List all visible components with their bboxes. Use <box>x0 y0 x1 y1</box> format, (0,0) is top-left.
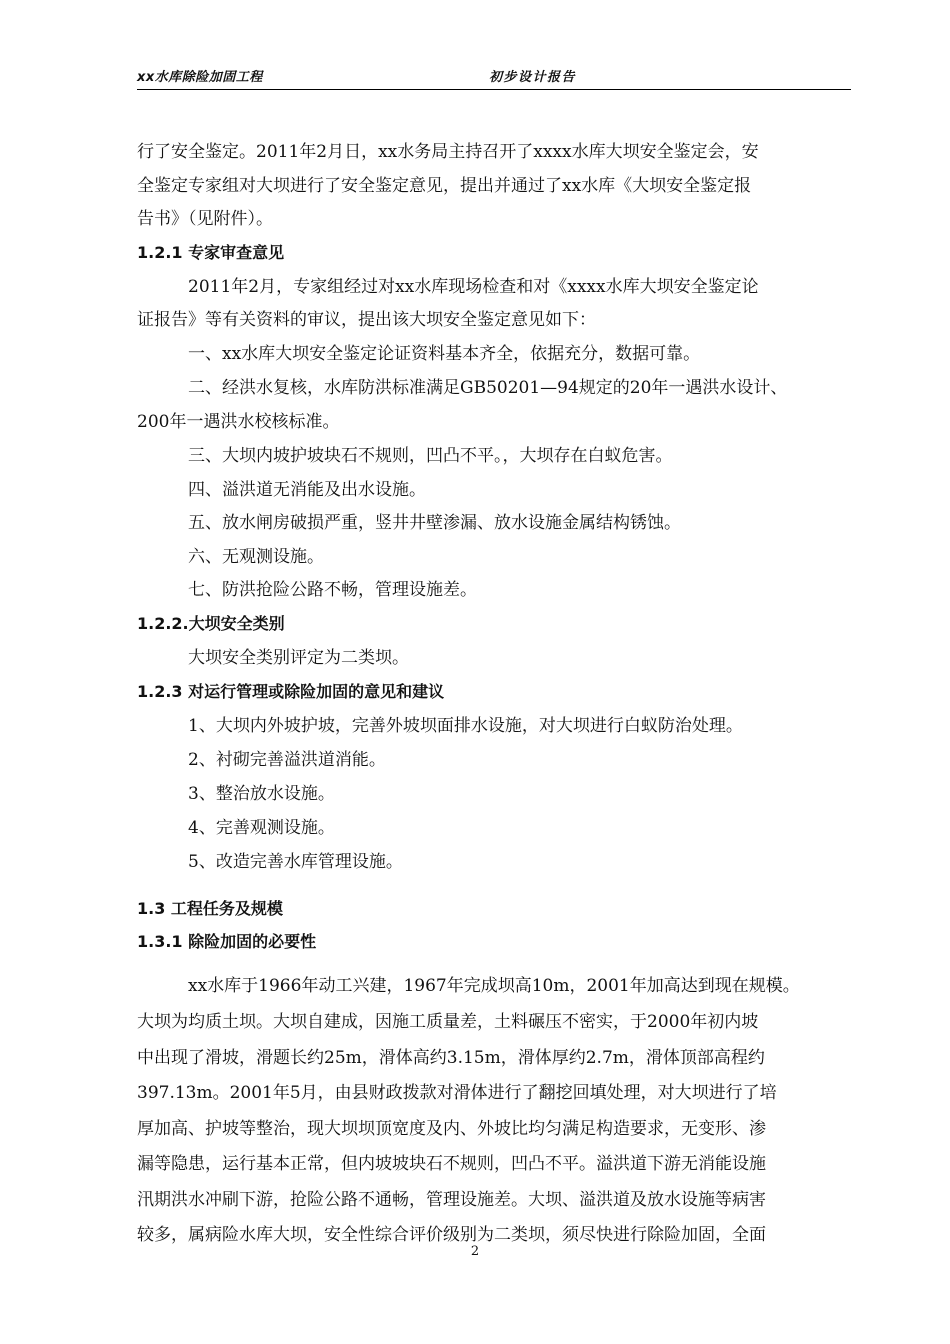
paragraph-line: 汛期洪水冲刷下游，抢险公路不通畅，管理设施差。大坝、溢洪道及放水设施等病害 <box>137 1190 766 1210</box>
section-heading-1-2-1: 1.2.1 专家审查意见 <box>137 243 285 262</box>
opinion-item: 五、放水闸房破损严重，竖井井壁渗漏、放水设施金属结构锈蚀。 <box>188 513 681 533</box>
page-header <box>137 66 851 88</box>
paragraph-line: 厚加高、护坡等整治，现大坝坝顶宽度及内、外坡比均匀满足构造要求，无变形、渗 <box>137 1119 766 1139</box>
suggestion-item: 2、衬砌完善溢洪道消能。 <box>188 750 386 770</box>
paragraph-line: 大坝为均质土坝。大坝自建成，因施工质量差，土料碾压不密实，于2000年初内坡 <box>137 1012 759 1032</box>
page-number: 2 <box>470 1244 480 1259</box>
header-rule <box>137 89 851 90</box>
paragraph-line: 较多，属病险水库大坝，安全性综合评价级别为二类坝，须尽快进行除险加固，全面 <box>137 1225 766 1245</box>
section-heading-1-3: 1.3 工程任务及规模 <box>137 899 283 918</box>
paragraph-line: 全鉴定专家组对大坝进行了安全鉴定意见，提出并通过了xx水库《大坝安全鉴定报 <box>137 176 752 196</box>
opinion-item-cont: 200年一遇洪水校核标准。 <box>137 412 340 432</box>
opinion-item: 七、防洪抢险公路不畅，管理设施差。 <box>188 580 477 600</box>
paragraph-line: 2011年2月，专家组经过对xx水库现场检查和对《xxxx水库大坝安全鉴定论 <box>188 277 759 297</box>
paragraph-line: 漏等隐患，运行基本正常，但内坡坡块石不规则，凹凸不平。溢洪道下游无消能设施 <box>137 1154 766 1174</box>
header-project-title: xx水库除险加固工程 <box>137 70 263 85</box>
paragraph-line: 397.13m。2001年5月，由县财政拨款对滑体进行了翻挖回填处理，对大坝进行了培 <box>137 1083 777 1103</box>
paragraph-line: 行了安全鉴定。2011年2月日，xx水务局主持召开了xxxx水库大坝安全鉴定会，安 <box>137 142 759 162</box>
section-heading-1-3-1: 1.3.1 除险加固的必要性 <box>137 932 317 951</box>
header-report-title: 初步设计报告 <box>489 70 577 85</box>
suggestion-item: 3、整治放水设施。 <box>188 784 335 804</box>
opinion-item: 四、溢洪道无消能及出水设施。 <box>188 480 426 500</box>
opinion-item: 六、无观测设施。 <box>188 547 324 567</box>
opinion-item: 一、xx水库大坝安全鉴定论证资料基本齐全，依据充分，数据可靠。 <box>188 344 701 364</box>
paragraph-line: 大坝安全类别评定为二类坝。 <box>188 648 409 668</box>
section-heading-1-2-3: 1.2.3 对运行管理或除险加固的意见和建议 <box>137 682 445 701</box>
paragraph-line: xx水库于1966年动工兴建，1967年完成坝高10m，2001年加高达到现在规模。 <box>188 976 800 996</box>
paragraph-line: 中出现了滑坡，滑题长约25m，滑体高约3.15m，滑体厚约2.7m，滑体顶部高程约 <box>137 1048 765 1068</box>
opinion-item: 三、大坝内坡护坡块石不规则，凹凸不平。，大坝存在白蚁危害。 <box>188 446 673 466</box>
paragraph-line: 告书》（见附件）。 <box>137 209 273 229</box>
section-heading-1-2-2: 1.2.2.大坝安全类别 <box>137 614 285 633</box>
suggestion-item: 4、完善观测设施。 <box>188 818 335 838</box>
suggestion-item: 1、大坝内外坡护坡，完善外坡坝面排水设施，对大坝进行白蚁防治处理。 <box>188 716 743 736</box>
opinion-item: 二、经洪水复核，水库防洪标准满足GB50201—94规定的20年一遇洪水设计、 <box>188 378 788 398</box>
paragraph-line: 证报告》等有关资料的审议，提出该大坝安全鉴定意见如下： <box>137 310 596 330</box>
suggestion-item: 5、改造完善水库管理设施。 <box>188 852 403 872</box>
